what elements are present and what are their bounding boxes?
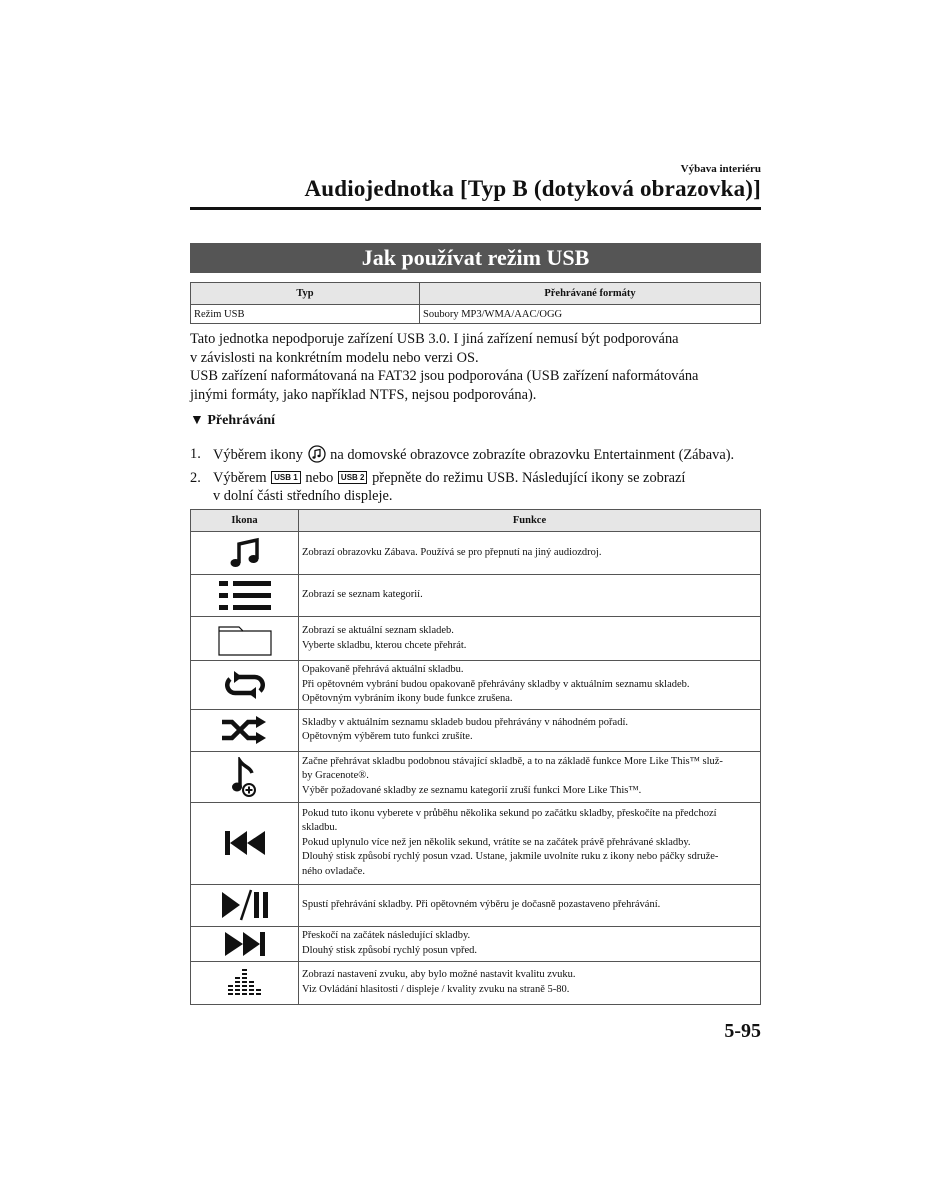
table-row bbox=[191, 709, 761, 751]
step-text: v dolní části středního displeje. bbox=[213, 488, 393, 504]
repeat-icon bbox=[191, 661, 299, 710]
equalizer-icon bbox=[191, 961, 299, 1004]
description-line: Při opětovném vybrání budou opakovaně přehrávány skladby v aktuálním seznamu skladeb. bbox=[302, 678, 690, 690]
description-line: Skladby v aktuálním seznamu skladeb budou přehrávány v náhodném pořadí. bbox=[302, 716, 629, 728]
usb2-button-icon: USB 2 bbox=[338, 471, 368, 484]
table-row bbox=[191, 575, 761, 617]
music-note-icon bbox=[191, 532, 299, 575]
description-line: ného ovladače. bbox=[302, 865, 365, 877]
step-1 bbox=[190, 445, 770, 469]
description-line: Dlouhý stisk způsobí rychlý posun vzad. Ustane, jakmile uvolníte ruku z ikony nebo páčky sdruže- bbox=[302, 851, 719, 863]
description-line: skladbu. bbox=[302, 822, 338, 834]
functions-header-icon: Ikona bbox=[191, 510, 299, 532]
title-rule bbox=[190, 207, 761, 210]
description-line: Zobrazí se seznam kategorií. bbox=[302, 589, 423, 601]
folder-icon bbox=[191, 617, 299, 661]
intro-line: jinými formáty, jako například NTFS, nejsou podporována). bbox=[190, 386, 537, 403]
step-text: nebo bbox=[305, 469, 334, 486]
function-description bbox=[299, 961, 761, 1004]
page-number: 5-95 bbox=[724, 1020, 761, 1042]
description-line: Vyberte skladbu, kterou chcete přehrát. bbox=[302, 639, 467, 651]
description-line: Opětovným výběrem tuto funkci zrušíte. bbox=[302, 731, 473, 742]
description-line: Opakovaně přehrává aktuální skladbu. bbox=[302, 664, 464, 675]
description-line: Zobrazí nastavení zvuku, aby bylo možné nastavit kvalitu zvuku. bbox=[302, 969, 576, 980]
play-pause-icon bbox=[191, 884, 299, 926]
entertainment-icon bbox=[308, 445, 326, 469]
table-row bbox=[191, 661, 761, 710]
description-line: Opětovným vybráním ikony bude funkce zrušena. bbox=[302, 693, 513, 704]
formats-cell-type: Režim USB bbox=[191, 305, 420, 324]
description-line: by Gracenote®. bbox=[302, 770, 369, 782]
step-2 bbox=[190, 469, 770, 506]
step-text: na domovské obrazovce zobrazíte obrazovku Entertainment (Zábava). bbox=[330, 447, 735, 463]
usb1-button-icon: USB 1 bbox=[271, 471, 301, 484]
list-icon bbox=[191, 575, 299, 617]
description-line: Viz Ovládání hlasitosti / displeje / kvality zvuku na straně 5-80. bbox=[302, 983, 570, 995]
description-line: Přeskočí na začátek následující skladby. bbox=[302, 930, 471, 941]
formats-header-formats: Přehrávané formáty bbox=[420, 283, 761, 305]
function-description bbox=[299, 926, 761, 961]
function-description bbox=[299, 661, 761, 710]
chapter-title: Audiojednotka [Typ B (dotyková obrazovka)] bbox=[304, 176, 761, 201]
function-description bbox=[299, 575, 761, 617]
table-row bbox=[191, 884, 761, 926]
intro-line: USB zařízení naformátovaná na FAT32 jsou podporována (USB zařízení naformátována bbox=[190, 368, 699, 384]
function-description bbox=[299, 884, 761, 926]
functions-header-function: Funkce bbox=[299, 510, 761, 532]
table-row bbox=[191, 961, 761, 1004]
description-line: Dlouhý stisk způsobí rychlý posun vpřed. bbox=[302, 944, 477, 956]
more-like-this-icon bbox=[191, 751, 299, 802]
formats-header-type: Typ bbox=[191, 283, 420, 305]
table-row bbox=[191, 305, 761, 324]
table-row bbox=[191, 617, 761, 661]
table-row bbox=[191, 751, 761, 802]
description-line: Spustí přehrávání skladby. Při opětovném výběru je dočasně pozastaveno přehrávání. bbox=[302, 898, 661, 910]
step-text: přepněte do režimu USB. Následující ikony se zobrazí bbox=[372, 469, 686, 486]
description-line: Výběr požadované skladby ze seznamu kategorií zruší funkci More Like This™. bbox=[302, 784, 642, 796]
intro-line: Tato jednotka nepodporuje zařízení USB 3.0. I jiná zařízení nemusí být podporována bbox=[190, 331, 679, 347]
formats-cell-formats: Soubory MP3/WMA/AAC/OGG bbox=[420, 305, 761, 324]
functions-table bbox=[190, 509, 761, 1005]
shuffle-icon bbox=[191, 709, 299, 751]
step-number: 2. bbox=[190, 469, 201, 486]
function-description bbox=[299, 617, 761, 661]
description-line: Pokud uplynulo více než jen několik sekund, vrátíte se na začátek právě přehrávané skladby. bbox=[302, 836, 691, 848]
description-line: Zobrazí obrazovku Zábava. Používá se pro přepnutí na jiný audiozdroj. bbox=[302, 546, 602, 558]
table-row bbox=[191, 532, 761, 575]
description-line: Pokud tuto ikonu vyberete v průběhu několika sekund po začátku skladby, přeskočíte na předchozí bbox=[302, 807, 717, 819]
formats-table bbox=[190, 282, 761, 324]
intro-line: v závislosti na konkrétním modelu nebo verzi OS. bbox=[190, 349, 479, 366]
step-text: Výběrem ikony bbox=[213, 447, 303, 463]
intro-paragraph bbox=[190, 330, 770, 404]
section-label: Výbava interiéru bbox=[680, 163, 761, 175]
function-description bbox=[299, 709, 761, 751]
description-line: Zobrazí se aktuální seznam skladeb. bbox=[302, 625, 454, 636]
function-description bbox=[299, 802, 761, 884]
function-description bbox=[299, 532, 761, 575]
section-banner: Jak používat režim USB bbox=[190, 243, 761, 273]
function-description bbox=[299, 751, 761, 802]
steps-list bbox=[190, 445, 770, 506]
subheading-playback: ▼ Přehrávání bbox=[190, 413, 276, 428]
previous-track-icon bbox=[191, 802, 299, 884]
table-row bbox=[191, 802, 761, 884]
table-row bbox=[191, 926, 761, 961]
step-number: 1. bbox=[190, 446, 201, 462]
next-track-icon bbox=[191, 926, 299, 961]
step-text: Výběrem bbox=[213, 469, 267, 486]
description-line: Začne přehrávat skladbu podobnou stávající skladbě, a to na základě funkce More Like This™ služ- bbox=[302, 755, 723, 767]
